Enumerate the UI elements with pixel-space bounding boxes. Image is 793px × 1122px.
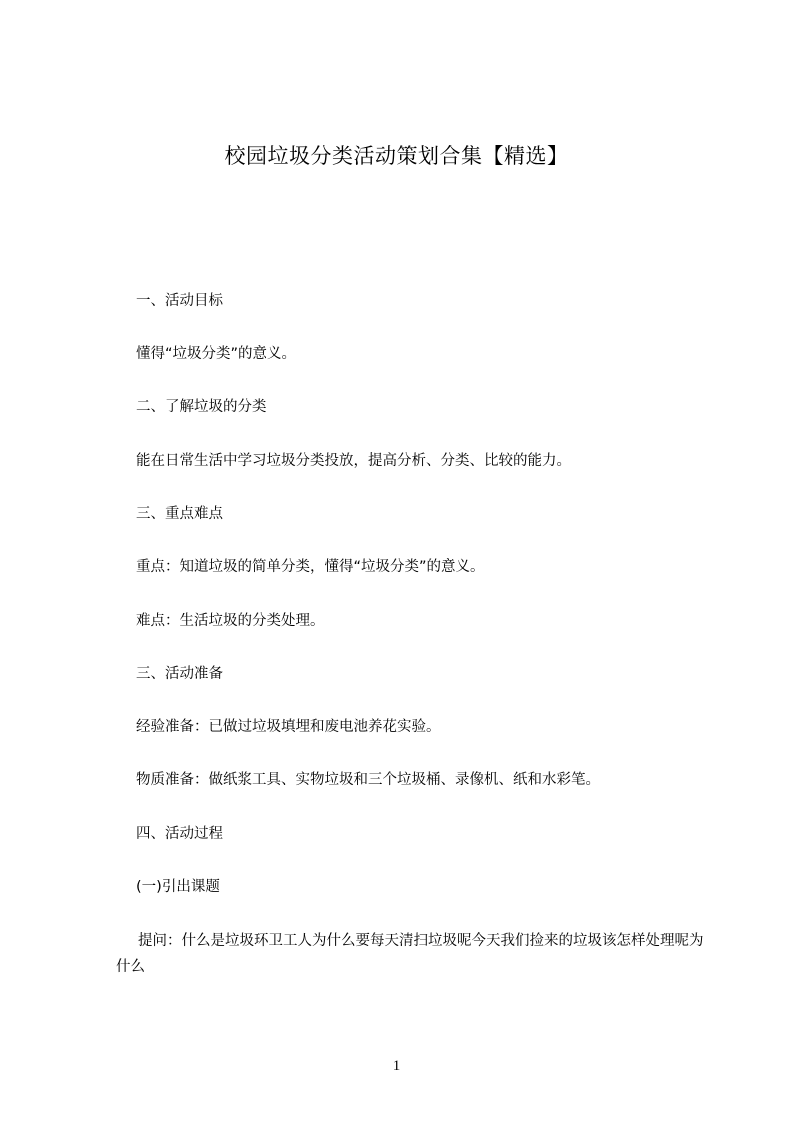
document-title: 校园垃圾分类活动策划合集【精选】 [224,144,569,168]
section-heading-activity-goal: 一、活动目标 [136,293,223,309]
paragraph-line: 经验准备：已做过垃圾填埋和废电池养花实验。 [136,719,441,735]
paragraph-line: 难点：生活垃圾的分类处理。 [136,613,325,629]
paragraph-line: 懂得“垃圾分类”的意义。 [136,346,297,362]
section-heading-understand-classification: 二、了解垃圾的分类 [136,399,267,415]
section-heading-process: 四、活动过程 [136,826,223,842]
paragraph-line: 物质准备：做纸浆工具、实物垃圾和三个垃圾桶、录像机、纸和水彩笔。 [136,772,600,788]
paragraph-question: 提问：什么是垃圾环卫工人为什么要每天清扫垃圾呢今天我们捡来的垃圾该怎样处理呢为什么 [116,933,704,975]
page-number: 1 [392,1058,401,1074]
section-heading-key-points: 三、重点难点 [136,506,223,522]
paragraph-line: 重点：知道垃圾的简单分类，懂得“垃圾分类”的意义。 [136,559,485,575]
subsection-heading: (一)引出课题 [136,879,220,895]
section-heading-preparation: 三、活动准备 [136,666,223,682]
paragraph-line: 能在日常生活中学习垃圾分类投放，提高分析、分类、比较的能力。 [136,453,571,469]
